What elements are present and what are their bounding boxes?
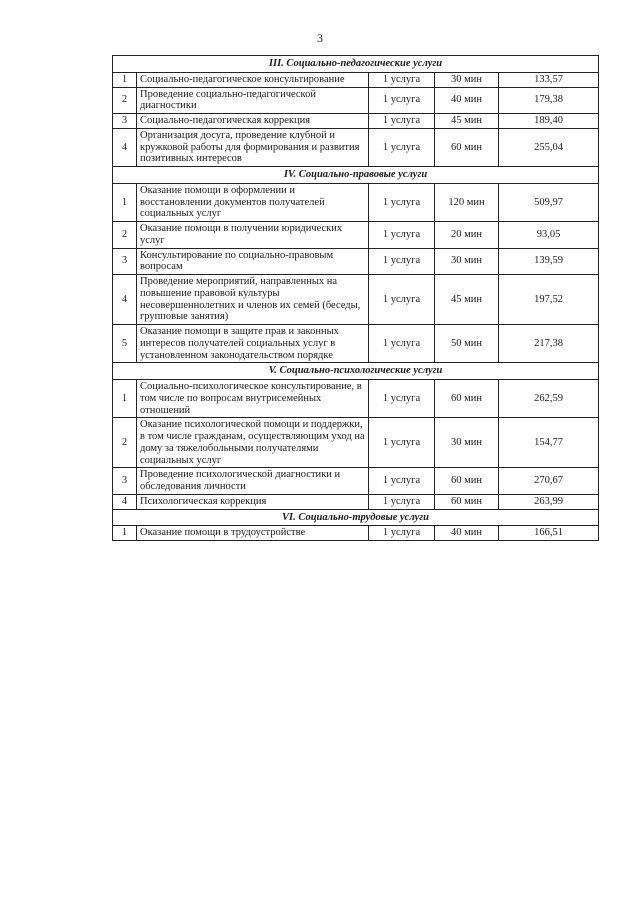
section-header xyxy=(113,363,599,380)
service-unit: 1 услуга xyxy=(369,114,435,129)
service-unit: 1 услуга xyxy=(369,468,435,495)
service-name: Социально-педагогическая коррекция xyxy=(137,114,369,129)
service-unit: 1 услуга xyxy=(369,526,435,541)
service-price: 166,51 xyxy=(499,526,599,541)
service-duration: 45 мин xyxy=(435,275,499,325)
service-name: Проведение социально-педагогической диагностики xyxy=(137,87,369,114)
section-title: IV. Социально-правовые услуги xyxy=(113,167,599,184)
service-duration: 45 мин xyxy=(435,114,499,129)
row-number: 3 xyxy=(113,114,137,129)
service-name: Социально-психологическое консультирование, в том числе по вопросам внутрисемейных отношений xyxy=(137,380,369,418)
service-name: Оказание помощи в защите прав и законных интересов получателей социальных услуг в установленном законодательством порядке xyxy=(137,325,369,363)
service-duration: 30 мин xyxy=(435,418,499,468)
service-unit: 1 услуга xyxy=(369,248,435,275)
service-unit: 1 услуга xyxy=(369,183,435,221)
service-unit: 1 услуга xyxy=(369,222,435,249)
service-unit: 1 услуга xyxy=(369,418,435,468)
service-name: Оказание помощи в получении юридических услуг xyxy=(137,222,369,249)
service-name: Оказание помощи в оформлении и восстановлении документов получателей социальных услуг xyxy=(137,183,369,221)
row-number: 3 xyxy=(113,248,137,275)
row-number: 4 xyxy=(113,275,137,325)
row-number: 3 xyxy=(113,468,137,495)
row-number: 2 xyxy=(113,222,137,249)
service-price: 189,40 xyxy=(499,114,599,129)
page-number: 3 xyxy=(317,31,323,45)
service-duration: 60 мин xyxy=(435,380,499,418)
services-table-body xyxy=(113,56,599,541)
table-row xyxy=(113,183,599,221)
service-unit: 1 услуга xyxy=(369,325,435,363)
section-title: III. Социально-педагогические услуги xyxy=(113,56,599,73)
service-duration: 40 мин xyxy=(435,87,499,114)
table-row xyxy=(113,275,599,325)
row-number: 5 xyxy=(113,325,137,363)
service-unit: 1 услуга xyxy=(369,275,435,325)
service-unit: 1 услуга xyxy=(369,494,435,509)
service-name: Оказание психологической помощи и поддержки, в том числе гражданам, осуществляющим уход на дому за тяжелобольными получателями социальных услуг xyxy=(137,418,369,468)
service-duration: 60 мин xyxy=(435,128,499,166)
section-title: V. Социально-психологические услуги xyxy=(113,363,599,380)
section-header xyxy=(113,167,599,184)
service-name: Психологическая коррекция xyxy=(137,494,369,509)
service-price: 270,67 xyxy=(499,468,599,495)
table-row xyxy=(113,222,599,249)
service-duration: 30 мин xyxy=(435,72,499,87)
service-name: Оказание помощи в трудоустройстве xyxy=(137,526,369,541)
service-duration: 60 мин xyxy=(435,468,499,495)
service-price: 133,57 xyxy=(499,72,599,87)
service-price: 509,97 xyxy=(499,183,599,221)
table-row xyxy=(113,114,599,129)
service-price: 255,04 xyxy=(499,128,599,166)
service-duration: 120 мин xyxy=(435,183,499,221)
row-number: 4 xyxy=(113,128,137,166)
table-row xyxy=(113,494,599,509)
service-price: 217,38 xyxy=(499,325,599,363)
service-duration: 30 мин xyxy=(435,248,499,275)
service-duration: 60 мин xyxy=(435,494,499,509)
table-row xyxy=(113,418,599,468)
table-row xyxy=(113,248,599,275)
services-table xyxy=(112,55,599,541)
table-row xyxy=(113,526,599,541)
service-name: Консультирование по социально-правовым вопросам xyxy=(137,248,369,275)
row-number: 4 xyxy=(113,494,137,509)
service-unit: 1 услуга xyxy=(369,380,435,418)
table-row xyxy=(113,325,599,363)
table-row xyxy=(113,87,599,114)
service-price: 197,52 xyxy=(499,275,599,325)
service-name: Организация досуга, проведение клубной и кружковой работы для формирования и развития позитивных интересов xyxy=(137,128,369,166)
service-price: 93,05 xyxy=(499,222,599,249)
service-price: 139,59 xyxy=(499,248,599,275)
table-row xyxy=(113,72,599,87)
row-number: 1 xyxy=(113,526,137,541)
service-duration: 50 мин xyxy=(435,325,499,363)
section-title: VI. Социально-трудовые услуги xyxy=(113,509,599,526)
service-price: 154,77 xyxy=(499,418,599,468)
section-header xyxy=(113,56,599,73)
row-number: 2 xyxy=(113,418,137,468)
service-name: Проведение психологической диагностики и обследования личности xyxy=(137,468,369,495)
section-header xyxy=(113,509,599,526)
row-number: 2 xyxy=(113,87,137,114)
table-row xyxy=(113,380,599,418)
service-name: Проведение мероприятий, направленных на повышение правовой культуры несовершеннолетних и членов их семей (беседы, групповые занятия) xyxy=(137,275,369,325)
table-row xyxy=(113,128,599,166)
service-duration: 20 мин xyxy=(435,222,499,249)
service-unit: 1 услуга xyxy=(369,87,435,114)
table-row xyxy=(113,468,599,495)
service-price: 262,59 xyxy=(499,380,599,418)
service-price: 179,38 xyxy=(499,87,599,114)
row-number: 1 xyxy=(113,183,137,221)
service-name: Социально-педагогическое консультирование xyxy=(137,72,369,87)
service-duration: 40 мин xyxy=(435,526,499,541)
service-unit: 1 услуга xyxy=(369,72,435,87)
service-price: 263,99 xyxy=(499,494,599,509)
row-number: 1 xyxy=(113,72,137,87)
row-number: 1 xyxy=(113,380,137,418)
service-unit: 1 услуга xyxy=(369,128,435,166)
